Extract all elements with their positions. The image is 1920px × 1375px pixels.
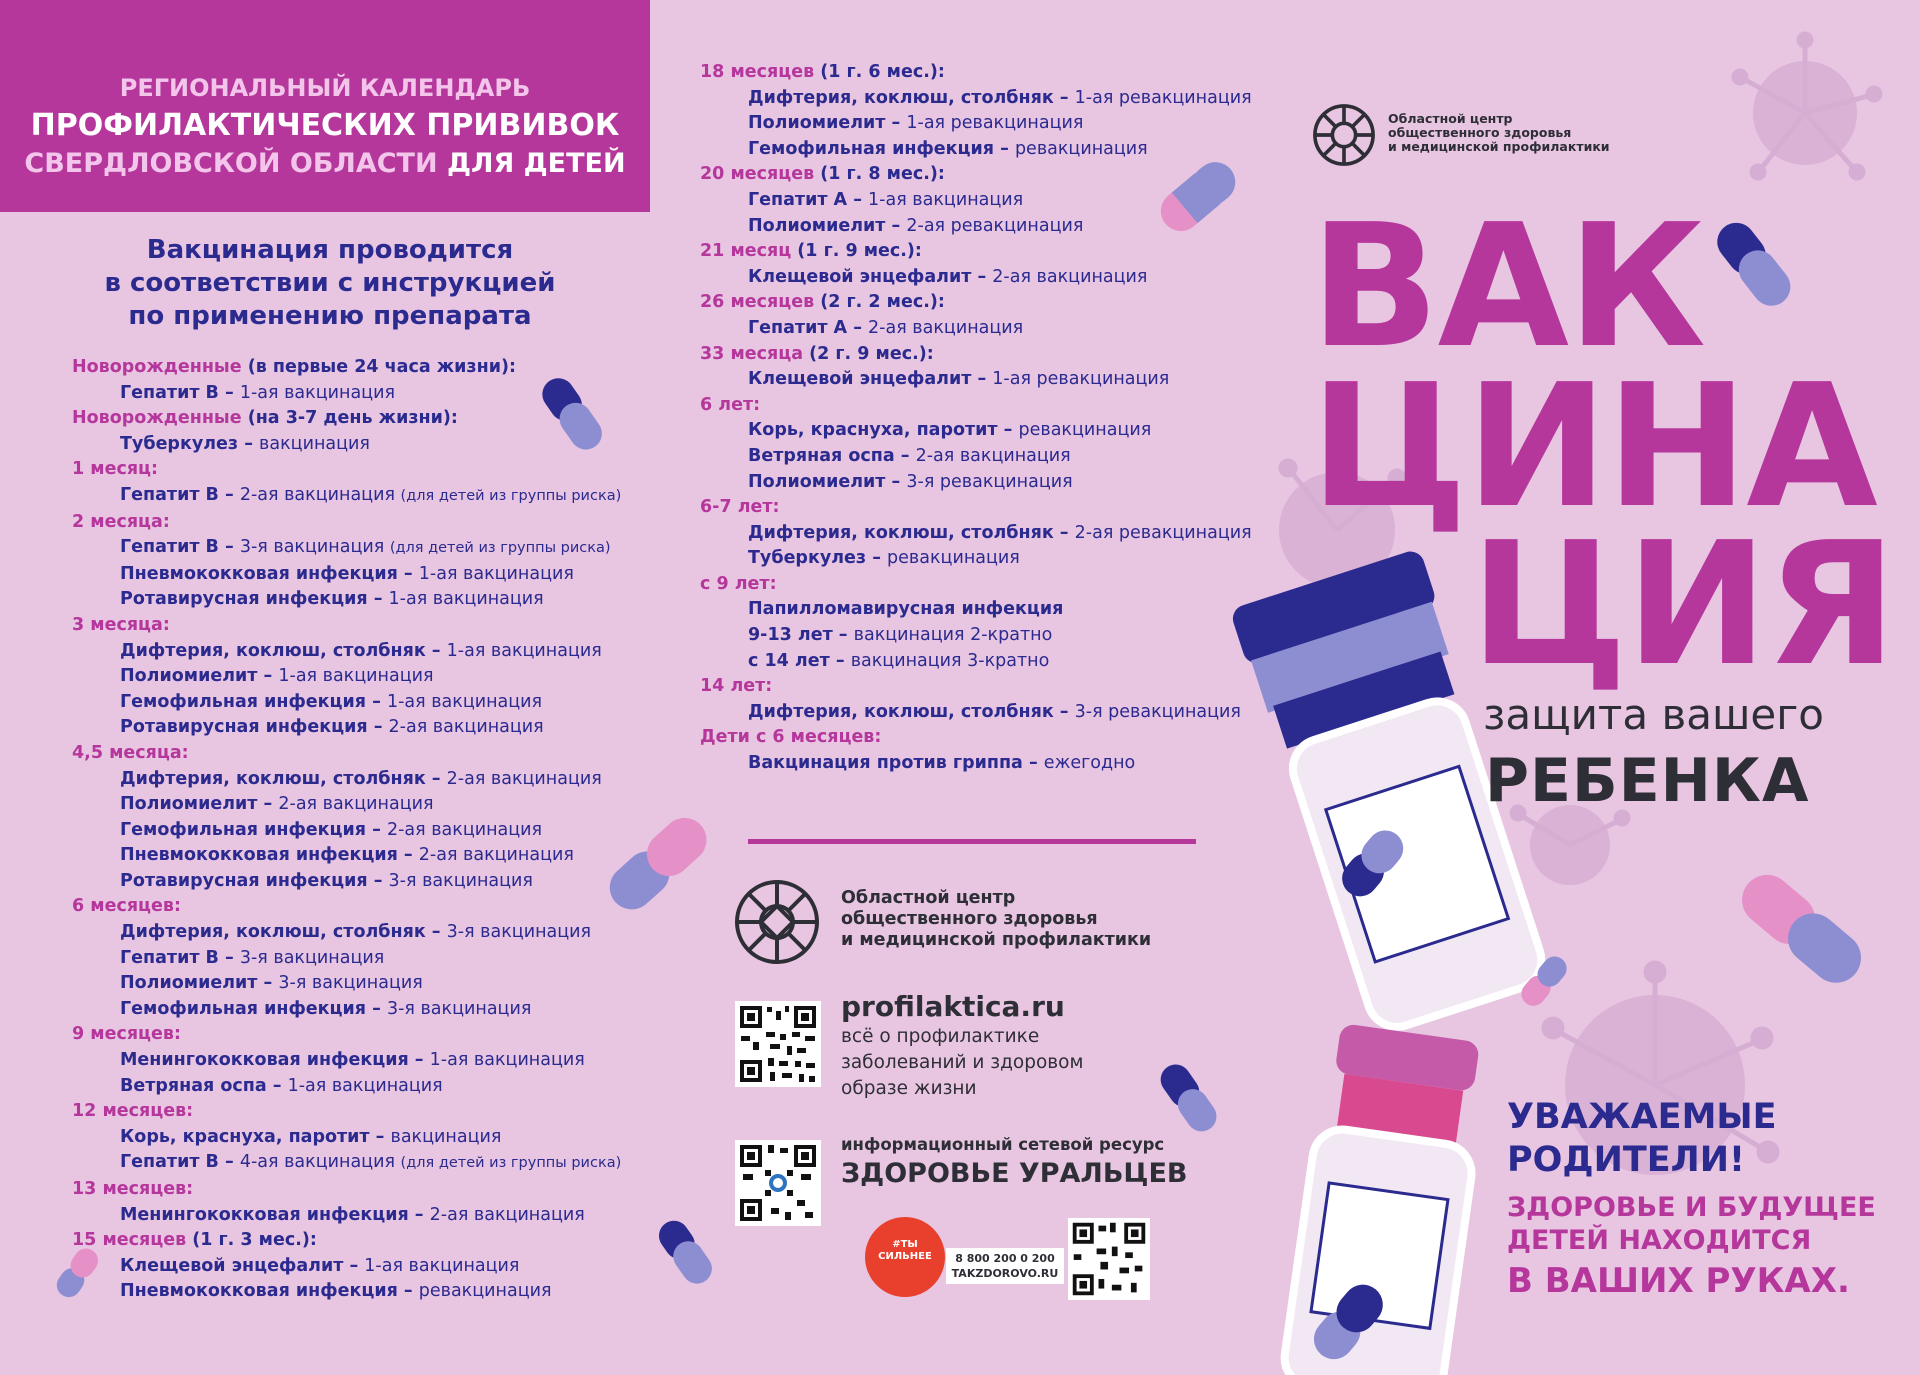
- org-name-line-1: Областной центр: [841, 888, 1016, 908]
- vaccine-name: Корь, краснуха, паротит –: [120, 1126, 391, 1147]
- website-desc-2: заболеваний и здоровом: [841, 1052, 1084, 1073]
- appeal-line-3: ЗДОРОВЬЕ И БУДУЩЕЕ: [1507, 1192, 1876, 1223]
- vaccine-note: (для детей из группы риска): [389, 540, 611, 557]
- hero-title-part-3: ЦИЯ: [1470, 506, 1895, 704]
- vaccine-name: Гемофильная инфекция –: [748, 138, 1015, 159]
- website-desc-1: всё о профилактике: [841, 1026, 1040, 1047]
- vaccine-note: (для детей из группы риска): [400, 487, 622, 504]
- vaccine-name: Гепатит В –: [120, 382, 240, 403]
- header-line-2: ПРОФИЛАКТИЧЕСКИХ ПРИВИВОК: [30, 108, 620, 143]
- vaccine-name: Полиомиелит –: [748, 215, 907, 236]
- website-desc-3: образе жизни: [841, 1078, 977, 1099]
- age-label: 9 месяцев:: [72, 1024, 181, 1045]
- age-label: 13 месяцев:: [72, 1179, 194, 1199]
- age-label: Новорожденные: [72, 357, 242, 377]
- vaccination-note-line-1: Вакцинация проводится: [146, 235, 514, 265]
- vaccine-name: Менингококковая инфекция –: [120, 1204, 430, 1225]
- vaccine-name: Папилломавирусная инфекция: [748, 599, 1064, 620]
- vaccine-name: Дифтерия, коклюш, столбняк –: [120, 768, 447, 789]
- vaccine-name: Полиомиелит –: [120, 666, 279, 687]
- age-label: 1 месяц:: [72, 459, 159, 480]
- vaccine-dose: 2-ая вакцинация: [386, 819, 543, 840]
- vaccine-dose: 3-я вакцинация: [278, 973, 423, 994]
- vaccine-dose: 2-ая вакцинация: [868, 317, 1024, 338]
- age-note: (1 г. 6 мес.):: [814, 62, 945, 82]
- vaccine-name: Ротавирусная инфекция –: [120, 589, 389, 610]
- hero-title-part-2: ЦИНА: [1310, 348, 1876, 546]
- vaccine-dose: ревакцинация: [887, 548, 1020, 569]
- vaccine-name: 9-13 лет –: [748, 625, 854, 646]
- org-small-line-3: и медицинской профилактики: [1388, 139, 1610, 154]
- vaccine-note: (для детей из группы риска): [400, 1155, 622, 1172]
- portal-name[interactable]: ЗДОРОВЬЕ УРАЛЬЦЕВ: [841, 1158, 1188, 1189]
- vaccine-dose: 2-ая вакцинация: [388, 717, 544, 738]
- appeal-heading: [1507, 1096, 1777, 1182]
- age-label: 3 месяца:: [72, 614, 170, 635]
- age-label: с 9 лет:: [700, 573, 777, 594]
- vaccine-name: Ветряная оспа –: [748, 445, 916, 466]
- age-label: 26 месяцев: [700, 292, 815, 313]
- appeal-line-5: В ВАШИХ РУКАХ.: [1507, 1261, 1850, 1301]
- vaccine-name: Ротавирусная инфекция –: [120, 870, 389, 891]
- vaccine-name: Гепатит В –: [120, 484, 240, 505]
- vaccine-name: Гемофильная инфекция –: [120, 819, 387, 840]
- vaccine-name: Дифтерия, коклюш, столбняк –: [748, 522, 1075, 543]
- org-name-line-2: общественного здоровья: [841, 909, 1098, 929]
- vaccine-name: Ротавирусная инфекция –: [120, 717, 389, 738]
- vaccine-name: Полиомиелит –: [120, 973, 279, 994]
- age-label: 6-7 лет:: [700, 497, 780, 518]
- org-small-line-2: общественного здоровья: [1388, 125, 1572, 140]
- header-region: СВЕРДЛОВСКОЙ ОБЛАСТИ: [24, 148, 438, 179]
- hero-subtitle: защита вашего: [1483, 690, 1825, 739]
- vaccine-dose: 3-я вакцинация: [239, 947, 385, 968]
- vaccine-dose: 2-ая вакцинация: [239, 484, 401, 505]
- age-label: Дети с 6 месяцев:: [700, 727, 882, 748]
- vaccine-name: Гемофильная инфекция –: [120, 691, 387, 712]
- vaccine-name: Пневмококковая инфекция –: [120, 1281, 419, 1302]
- vaccine-name: Клещевой энцефалит –: [120, 1255, 365, 1276]
- org-name-small: [1388, 112, 1610, 154]
- age-label: 33 месяца: [700, 343, 804, 364]
- age-label: 2 месяца:: [72, 511, 170, 532]
- vaccine-dose: 1-ая вакцинация: [386, 691, 543, 712]
- vaccine-name: Пневмококковая инфекция –: [120, 845, 419, 866]
- vaccine-dose: вакцинация: [390, 1126, 502, 1147]
- vaccination-note-line-2: в соответствии с инструкцией: [104, 268, 556, 298]
- vaccine-name: Ветряная оспа –: [120, 1075, 288, 1096]
- vaccine-name: Корь, краснуха, паротит –: [748, 420, 1019, 441]
- vaccine-dose: 1-ая вакцинация: [418, 563, 574, 584]
- vaccine-name: Вакцинация против гриппа –: [748, 753, 1044, 774]
- vaccine-dose: 1-ая вакцинация: [429, 1050, 585, 1071]
- age-label: Новорожденные: [72, 408, 242, 429]
- appeal-line-4: ДЕТЕЙ НАХОДИТСЯ: [1507, 1225, 1812, 1256]
- age-label: 20 месяцев: [700, 164, 815, 185]
- hero-title-part-1: ВАК: [1310, 188, 1705, 386]
- header-line-1: РЕГИОНАЛЬНЫЙ КАЛЕНДАРЬ: [119, 74, 531, 102]
- vaccine-dose: 1-ая вакцинация: [239, 382, 395, 403]
- vaccine-name: Гепатит В –: [120, 1152, 240, 1173]
- vaccine-dose: 3-я ревакцинация: [906, 471, 1073, 492]
- age-label: 21 месяц: [700, 241, 792, 262]
- vaccine-name: Гепатит В –: [120, 537, 240, 558]
- vaccine-name: Полиомиелит –: [748, 471, 907, 492]
- age-note: (на 3-7 день жизни):: [241, 408, 458, 429]
- age-note: (1 г. 8 мес.):: [814, 164, 945, 185]
- vaccine-name: Полиомиелит –: [748, 113, 907, 134]
- vaccine-name: Дифтерия, коклюш, столбняк –: [748, 701, 1075, 722]
- vaccine-dose: 2-ая ревакцинация: [906, 215, 1084, 236]
- vaccine-dose: 3-я вакцинация: [388, 870, 533, 891]
- vaccine-name: Менингококковая инфекция –: [120, 1050, 430, 1071]
- vaccine-dose: 3-я вакцинация: [446, 922, 592, 943]
- age-note: (1 г. 9 мес.):: [791, 241, 922, 262]
- vaccine-dose: 4-ая вакцинация: [239, 1152, 401, 1173]
- vaccine-name: Клещевой энцефалит –: [748, 266, 993, 287]
- age-label: 12 месяцев:: [72, 1101, 194, 1122]
- website-url[interactable]: profilaktica.ru: [841, 990, 1065, 1023]
- vaccine-dose: 1-ая вакцинация: [278, 666, 434, 687]
- age-label: 14 лет:: [700, 676, 773, 697]
- vaccine-name: Пневмококковая инфекция –: [120, 563, 419, 584]
- age-note: (1 г. 3 мес.):: [186, 1230, 317, 1251]
- vaccine-dose: 1-ая ревакцинация: [992, 369, 1170, 390]
- vaccine-dose: 1-ая вакцинация: [446, 640, 602, 661]
- vaccine-name: Туберкулез –: [120, 433, 260, 454]
- org-logo-icon: [1312, 103, 1376, 167]
- vaccine-dose: 2-ая вакцинация: [992, 266, 1148, 287]
- appeal-line-2: РОДИТЕЛИ!: [1507, 1140, 1745, 1180]
- vaccine-dose: ревакцинация: [1018, 420, 1152, 441]
- vaccine-dose: вакцинация 2-кратно: [853, 625, 1053, 646]
- vaccine-dose: 2-ая ревакцинация: [1074, 522, 1252, 543]
- vaccine-name: Гепатит В –: [120, 947, 240, 968]
- vaccine-name: Туберкулез –: [748, 548, 888, 569]
- vaccine-name: Дифтерия, коклюш, столбняк –: [748, 87, 1075, 108]
- age-label: 4,5 месяца:: [72, 742, 189, 763]
- vaccine-dose: 3-я вакцинация: [386, 998, 532, 1019]
- vaccine-dose: ревакцинация: [418, 1281, 552, 1302]
- vaccine-dose: 1-ая вакцинация: [364, 1255, 520, 1276]
- vaccine-dose: 2-ая вакцинация: [278, 794, 434, 815]
- org-name-line-3: и медицинской профилактики: [841, 930, 1152, 950]
- hero-child: РЕБЕНКА: [1485, 746, 1810, 816]
- vaccine-dose: вакцинация: [259, 433, 370, 454]
- portal-caption: информационный сетевой ресурс: [841, 1135, 1165, 1154]
- vaccine-dose: 1-ая вакцинация: [287, 1075, 443, 1096]
- badge-line-1: #ТЫ: [892, 1239, 918, 1250]
- vaccine-name: Дифтерия, коклюш, столбняк –: [120, 922, 447, 943]
- header-for-children: ДЛЯ ДЕТЕЙ: [446, 148, 626, 179]
- vaccine-name: Полиомиелит –: [120, 794, 279, 815]
- vaccine-dose: 3-я ревакцинация: [1074, 701, 1241, 722]
- vaccine-dose: 2-ая вакцинация: [446, 768, 602, 789]
- vaccine-name: Гемофильная инфекция –: [120, 998, 387, 1019]
- vaccine-dose: вакцинация 3-кратно: [850, 650, 1050, 671]
- hotline-phone[interactable]: 8 800 200 0 200: [955, 1252, 1055, 1265]
- age-label: 6 месяцев:: [72, 896, 181, 917]
- vaccine-dose: ревакцинация: [1014, 138, 1148, 159]
- vaccination-note-line-3: по применению препарата: [128, 301, 532, 331]
- appeal-line-1: УВАЖАЕМЫЕ: [1507, 1097, 1777, 1137]
- hotline-site[interactable]: TAKZDOROVO.RU: [951, 1267, 1059, 1280]
- vaccine-name: с 14 лет –: [748, 650, 851, 671]
- vaccine-name: Клещевой энцефалит –: [748, 369, 993, 390]
- age-label: 15 месяцев: [72, 1230, 187, 1251]
- age-note: (2 г. 9 мес.):: [803, 343, 934, 364]
- vaccine-dose: 1-ая ревакцинация: [1074, 87, 1252, 108]
- age-label: 6 лет:: [700, 394, 761, 415]
- vaccine-dose: 3-я вакцинация: [239, 537, 390, 558]
- vaccine-name: Дифтерия, коклюш, столбняк –: [120, 640, 447, 661]
- vaccine-dose: 1-ая вакцинация: [868, 189, 1024, 210]
- vaccine-dose: 2-ая вакцинация: [418, 845, 574, 866]
- vaccine-dose: 1-ая вакцинация: [388, 589, 544, 610]
- age-label: 18 месяцев: [700, 62, 815, 82]
- vaccine-name: Гепатит А –: [748, 317, 869, 338]
- vaccine-name: Гепатит А –: [748, 189, 869, 210]
- age-note: (в первые 24 часа жизни):: [241, 357, 516, 377]
- vaccine-dose: 2-ая вакцинация: [429, 1204, 585, 1225]
- vaccine-dose: 1-ая ревакцинация: [906, 113, 1084, 134]
- vaccine-dose: ежегодно: [1043, 753, 1136, 774]
- badge-line-2: СИЛЬНЕЕ: [878, 1251, 932, 1262]
- age-note: (2 г. 2 мес.):: [814, 292, 945, 313]
- vaccine-dose: 2-ая вакцинация: [915, 445, 1071, 466]
- org-small-line-1: Областной центр: [1388, 111, 1513, 126]
- appeal-message: [1507, 1191, 1876, 1257]
